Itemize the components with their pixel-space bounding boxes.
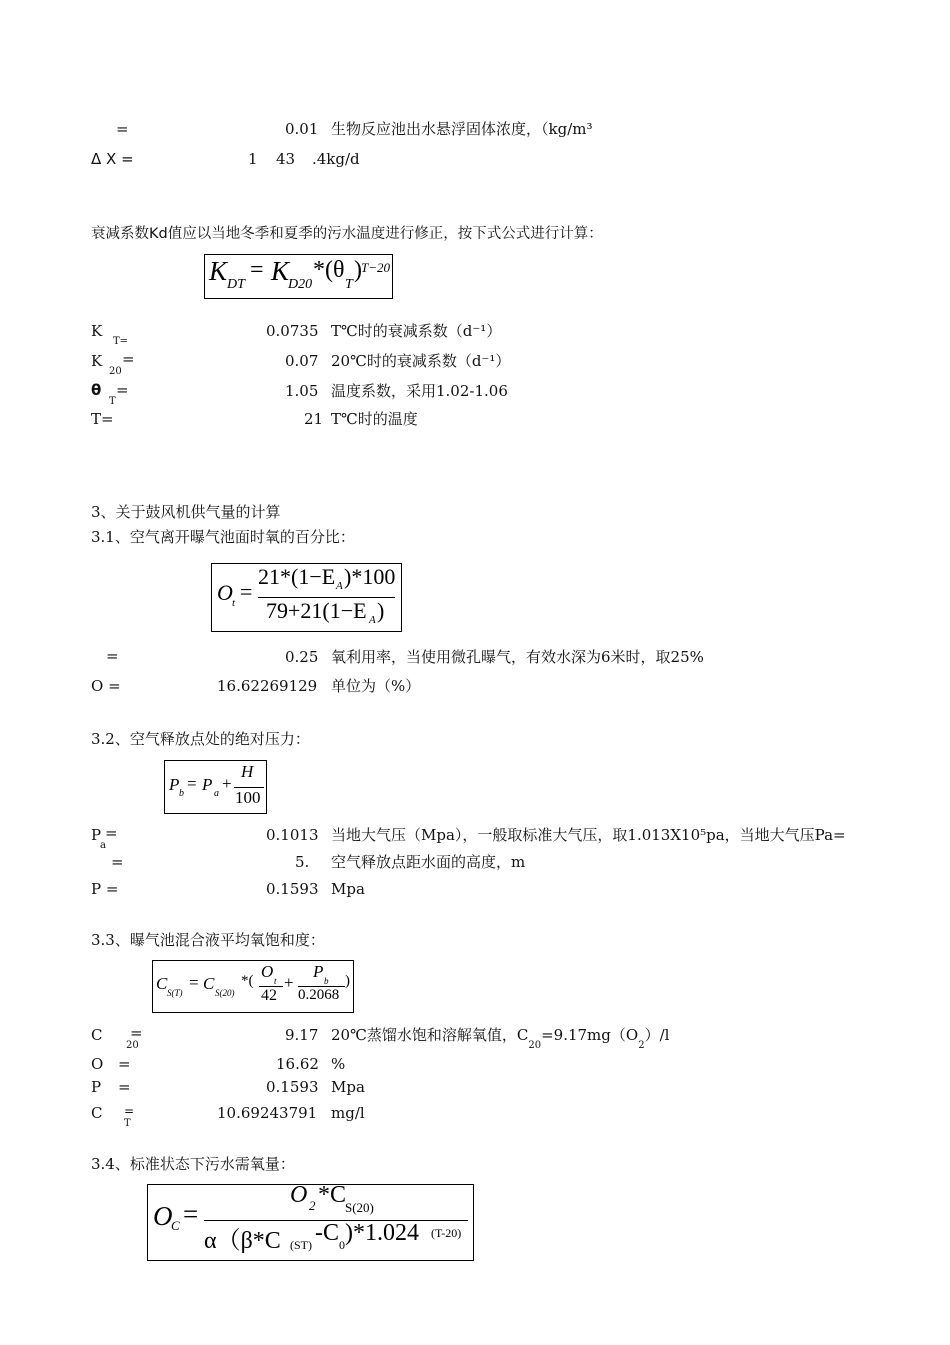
pb-label: P =: [91, 880, 119, 898]
p-eq: =: [118, 1078, 131, 1096]
theta-value: 1.05: [285, 382, 319, 400]
ss-description: 生物反应池出水悬浮固体浓度，（kg/m³: [331, 120, 593, 138]
ct-value: 10.69243791: [217, 1104, 318, 1122]
ct-unit: mg/l: [331, 1104, 365, 1122]
ct-label: C: [91, 1104, 103, 1122]
k20-eq: =: [122, 350, 135, 368]
pa-eq: =: [105, 824, 118, 842]
formula-ot: O t = 21*(1−E A )*100 79+21(1−E A ): [211, 563, 402, 632]
kt-value: 0.0735: [266, 322, 319, 340]
formula-oc: O C = O 2 *C S(20) α（β*C (ST) -C 0 )*1.024 (T-20): [147, 1184, 474, 1261]
c20-description: 20℃蒸馏水饱和溶解氧值，$C_{20}=9.17mg(O_2)/l$: [331, 1026, 670, 1051]
ot-description: 单位为（%）: [331, 677, 421, 695]
pa-label: P: [91, 826, 102, 844]
c20-sub: 20: [126, 1040, 139, 1051]
section-3-2-heading: 3.2、空气释放点处的绝对压力：: [91, 730, 310, 748]
o-eq: =: [118, 1055, 131, 1073]
h-description: 空气释放点距水面的高度，m: [331, 853, 526, 871]
p-value: 0.1593: [266, 1078, 319, 1096]
theta-eq: =: [116, 381, 129, 399]
ea-description: 氧利用率，当使用微孔曝气，有效水深为6米时，取25%: [331, 648, 704, 666]
o-value: 16.62: [276, 1055, 319, 1073]
kt-sub: T=: [113, 336, 129, 347]
pa-description: 当地大气压（Mpa），一般取标准大气压，取1.013X10⁵pa，当地大气压Pa=: [331, 826, 846, 844]
ea-eq: =: [106, 647, 119, 665]
delta-x-value-1: 1: [248, 150, 258, 168]
o-label: O: [91, 1055, 104, 1073]
kd-intro: 衰减系数Kd值应以当地冬季和夏季的污水温度进行修正，按下式公式进行计算：: [91, 226, 603, 242]
c20-label: C: [91, 1026, 103, 1044]
pa-value: 0.1013: [266, 826, 319, 844]
theta-sub: T: [109, 396, 116, 407]
h-value: 5.: [295, 853, 310, 871]
section-3-1-heading: 3.1、空气离开曝气池面时氧的百分比：: [91, 528, 355, 546]
delta-x-value-3: .4kg/d: [312, 150, 360, 168]
p-unit: Mpa: [331, 1078, 365, 1096]
ot-value: 16.62269129: [217, 677, 318, 695]
k20-sub: 20: [109, 366, 122, 377]
ct-sub: T: [124, 1118, 131, 1129]
ot-label: O =: [91, 677, 121, 695]
t-label: T=: [91, 410, 114, 428]
k20-label: K: [91, 352, 103, 370]
ct-eq: =: [124, 1104, 135, 1118]
k20-value: 0.07: [285, 352, 319, 370]
theta-label: θ: [91, 381, 102, 399]
pb-value: 0.1593: [266, 880, 319, 898]
section-3-3-heading: 3.3、曝气池混合液平均氧饱和度：: [91, 931, 325, 949]
section-3-heading: 3、关于鼓风机供气量的计算: [91, 503, 281, 521]
ss-eq: =: [116, 120, 129, 138]
delta-x-value-2: 43: [276, 150, 296, 168]
theta-description: 温度系数，采用1.02-1.06: [331, 382, 508, 400]
p-label: P: [91, 1078, 102, 1096]
c20-eq: =: [130, 1024, 143, 1042]
kt-label: K: [91, 322, 103, 340]
k20-description: 20℃时的衰减系数（d⁻¹）: [331, 352, 511, 370]
section-3-4-heading: 3.4、标准状态下污水需氧量：: [91, 1155, 295, 1173]
formula-kdt: K DT = K D20 *(θ T ) T−20: [204, 254, 393, 299]
formula-pb: P b = P a + H 100: [164, 760, 267, 814]
pb-unit: Mpa: [331, 880, 365, 898]
t-value: 21: [304, 410, 324, 428]
ss-value: 0.01: [285, 120, 319, 138]
t-description: T℃时的温度: [331, 410, 418, 428]
o-unit: %: [331, 1055, 346, 1073]
h-eq: =: [111, 853, 124, 871]
pa-sub: a: [100, 840, 106, 851]
kt-description: T℃时的衰减系数（d⁻¹）: [331, 322, 502, 340]
delta-x-label: Δ X =: [91, 150, 134, 168]
ea-value: 0.25: [285, 648, 319, 666]
c20-value: 9.17: [285, 1026, 319, 1044]
formula-cst: C S(T) = C S(20) *( O t 42 + P b 0.2068 ): [152, 960, 354, 1013]
